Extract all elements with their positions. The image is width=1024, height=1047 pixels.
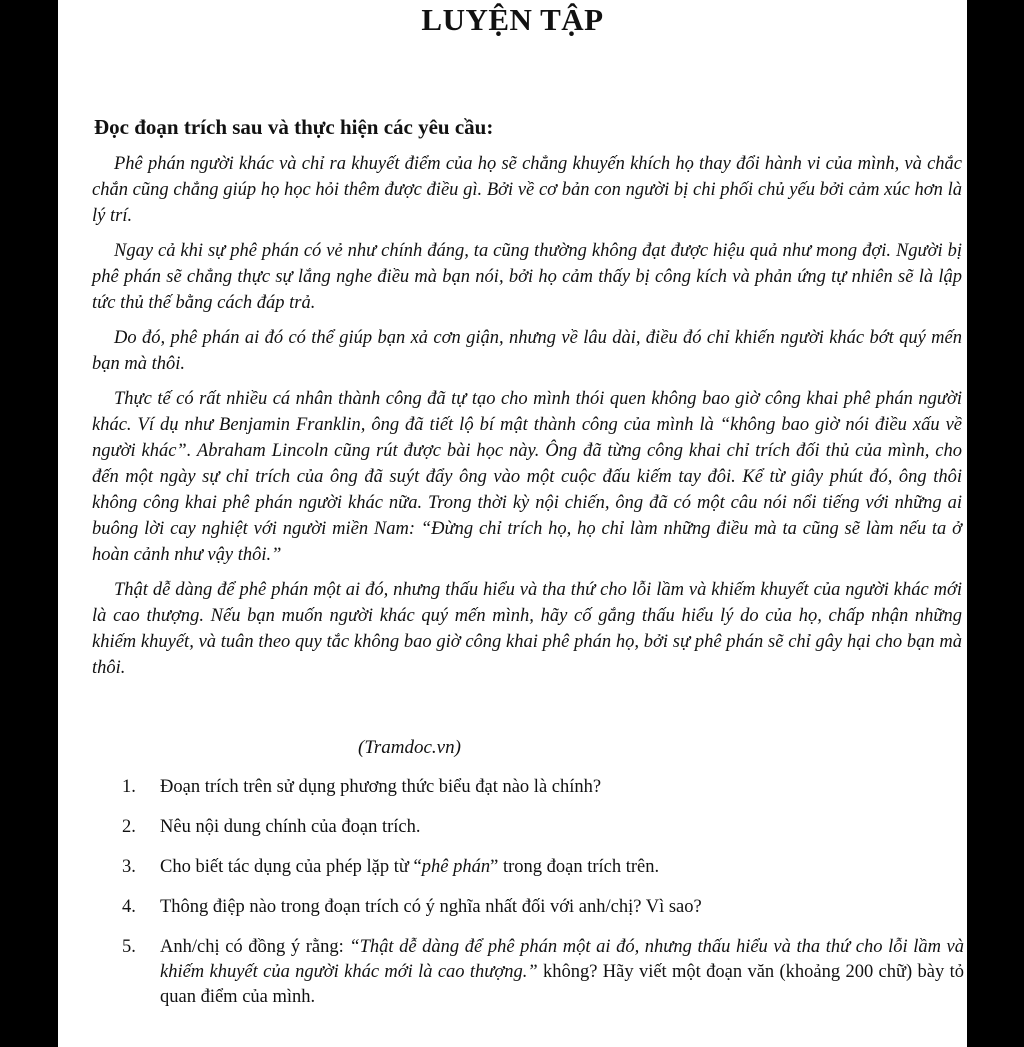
passage-paragraph: Do đó, phê phán ai đó có thể giúp bạn xả cơn giận, nhưng về lâu dài, điều đó chỉ khiến người khác bớt quý mến bạn mà thôi. (92, 328, 962, 374)
question-text-emphasis: phê phán (421, 857, 491, 877)
question-item (122, 815, 964, 840)
question-text: Đoạn trích trên sử dụng phương thức biểu đạt nào là chính? (160, 777, 602, 797)
excerpt-passage (92, 151, 962, 690)
passage-paragraph: Phê phán người khác và chỉ ra khuyết điểm của họ sẽ chẳng khuyến khích họ thay đổi hành vi của mình, và chắc chắn cũng chẳng giúp họ học hỏi thêm được điều gì. Bởi về cơ bản con người bị chi phối chủ yếu bởi cảm xúc hơn là lý trí. (92, 154, 962, 226)
question-text-emphasis: “Thật dễ dàng để phê phán một ai đó, nhưng thấu hiểu và tha thứ cho lỗi lầm và khiếm khuyết của người khác mới là cao thượng.” (160, 937, 965, 982)
question-text-pre: Anh/chị có đồng ý rằng: (160, 937, 350, 957)
question-number: 1. (122, 777, 136, 797)
question-text (160, 855, 964, 880)
source-citation: (Tramdoc.vn) (358, 737, 461, 758)
passage-paragraph: Thật dễ dàng để phê phán một ai đó, nhưng thấu hiểu và tha thứ cho lỗi lầm và khiếm khuyết của người khác mới là cao thượng. Nếu bạn muốn người khác quý mến mình, hãy cố gắng thấu hiểu lý do của họ, chấp nhận những khiếm khuyết, và tuân theo quy tắc không bao giờ công khai phê phán họ, bởi sự phê phán sẽ chỉ gây hại cho bạn mà thôi. (92, 580, 962, 678)
section-heading: Đọc đoạn trích sau và thực hiện các yêu cầu: (94, 115, 494, 139)
question-text-post: không? Hãy viết một đoạn văn (khoảng 200 chữ) bày tỏ quan điểm của mình. (160, 962, 964, 1007)
question-text: Thông điệp nào trong đoạn trích có ý nghĩa nhất đối với anh/chị? Vì sao? (160, 897, 702, 917)
question-item (122, 775, 964, 800)
question-text (160, 935, 964, 1010)
question-text-post: ” trong đoạn trích trên. (490, 857, 660, 877)
document-page (58, 0, 967, 1047)
question-item (122, 855, 964, 880)
question-number: 3. (122, 857, 136, 877)
question-text-pre: Cho biết tác dụng của phép lặp từ “ (160, 857, 422, 877)
question-item (122, 935, 964, 1010)
passage-paragraph: Ngay cả khi sự phê phán có vẻ như chính đáng, ta cũng thường không đạt được hiệu quả như mong đợi. Người bị phê phán sẽ chẳng thực sự lắng nghe điều mà bạn nói, bởi họ cảm thấy bị công kích và phản ứng tự nhiên sẽ là lập tức thủ thế bằng cách đáp trả. (92, 241, 962, 313)
question-item (122, 895, 964, 920)
passage-paragraph: Thực tế có rất nhiều cá nhân thành công đã tự tạo cho mình thói quen không bao giờ công khai phê phán người khác. Ví dụ như Benjamin Franklin, ông đã tiết lộ bí mật thành công của mình là “không bao giờ nói điều xấu về người khác”. Abraham Lincoln cũng rút được bài học này. Ông đã từng công khai chỉ trích đối thủ của mình, cho đến một ngày sự chỉ trích của ông đã suýt đẩy ông vào một cuộc đấu kiếm tay đôi. Kể từ giây phút đó, ông thôi không công khai phê phán người khác nữa. Trong thời kỳ nội chiến, ông đã có một câu nói nổi tiếng với những ai buông lời cay nghiệt với người miền Nam: “Đừng chỉ trích họ, họ chỉ làm những điều mà ta cũng sẽ làm nếu ta ở hoàn cảnh như vậy thôi.” (92, 389, 962, 565)
page-title: LUYỆN TẬP (421, 2, 604, 37)
question-number: 5. (122, 937, 136, 957)
question-number: 2. (122, 817, 136, 837)
question-text: Nêu nội dung chính của đoạn trích. (160, 817, 421, 837)
question-list (122, 775, 964, 1025)
question-number: 4. (122, 897, 136, 917)
